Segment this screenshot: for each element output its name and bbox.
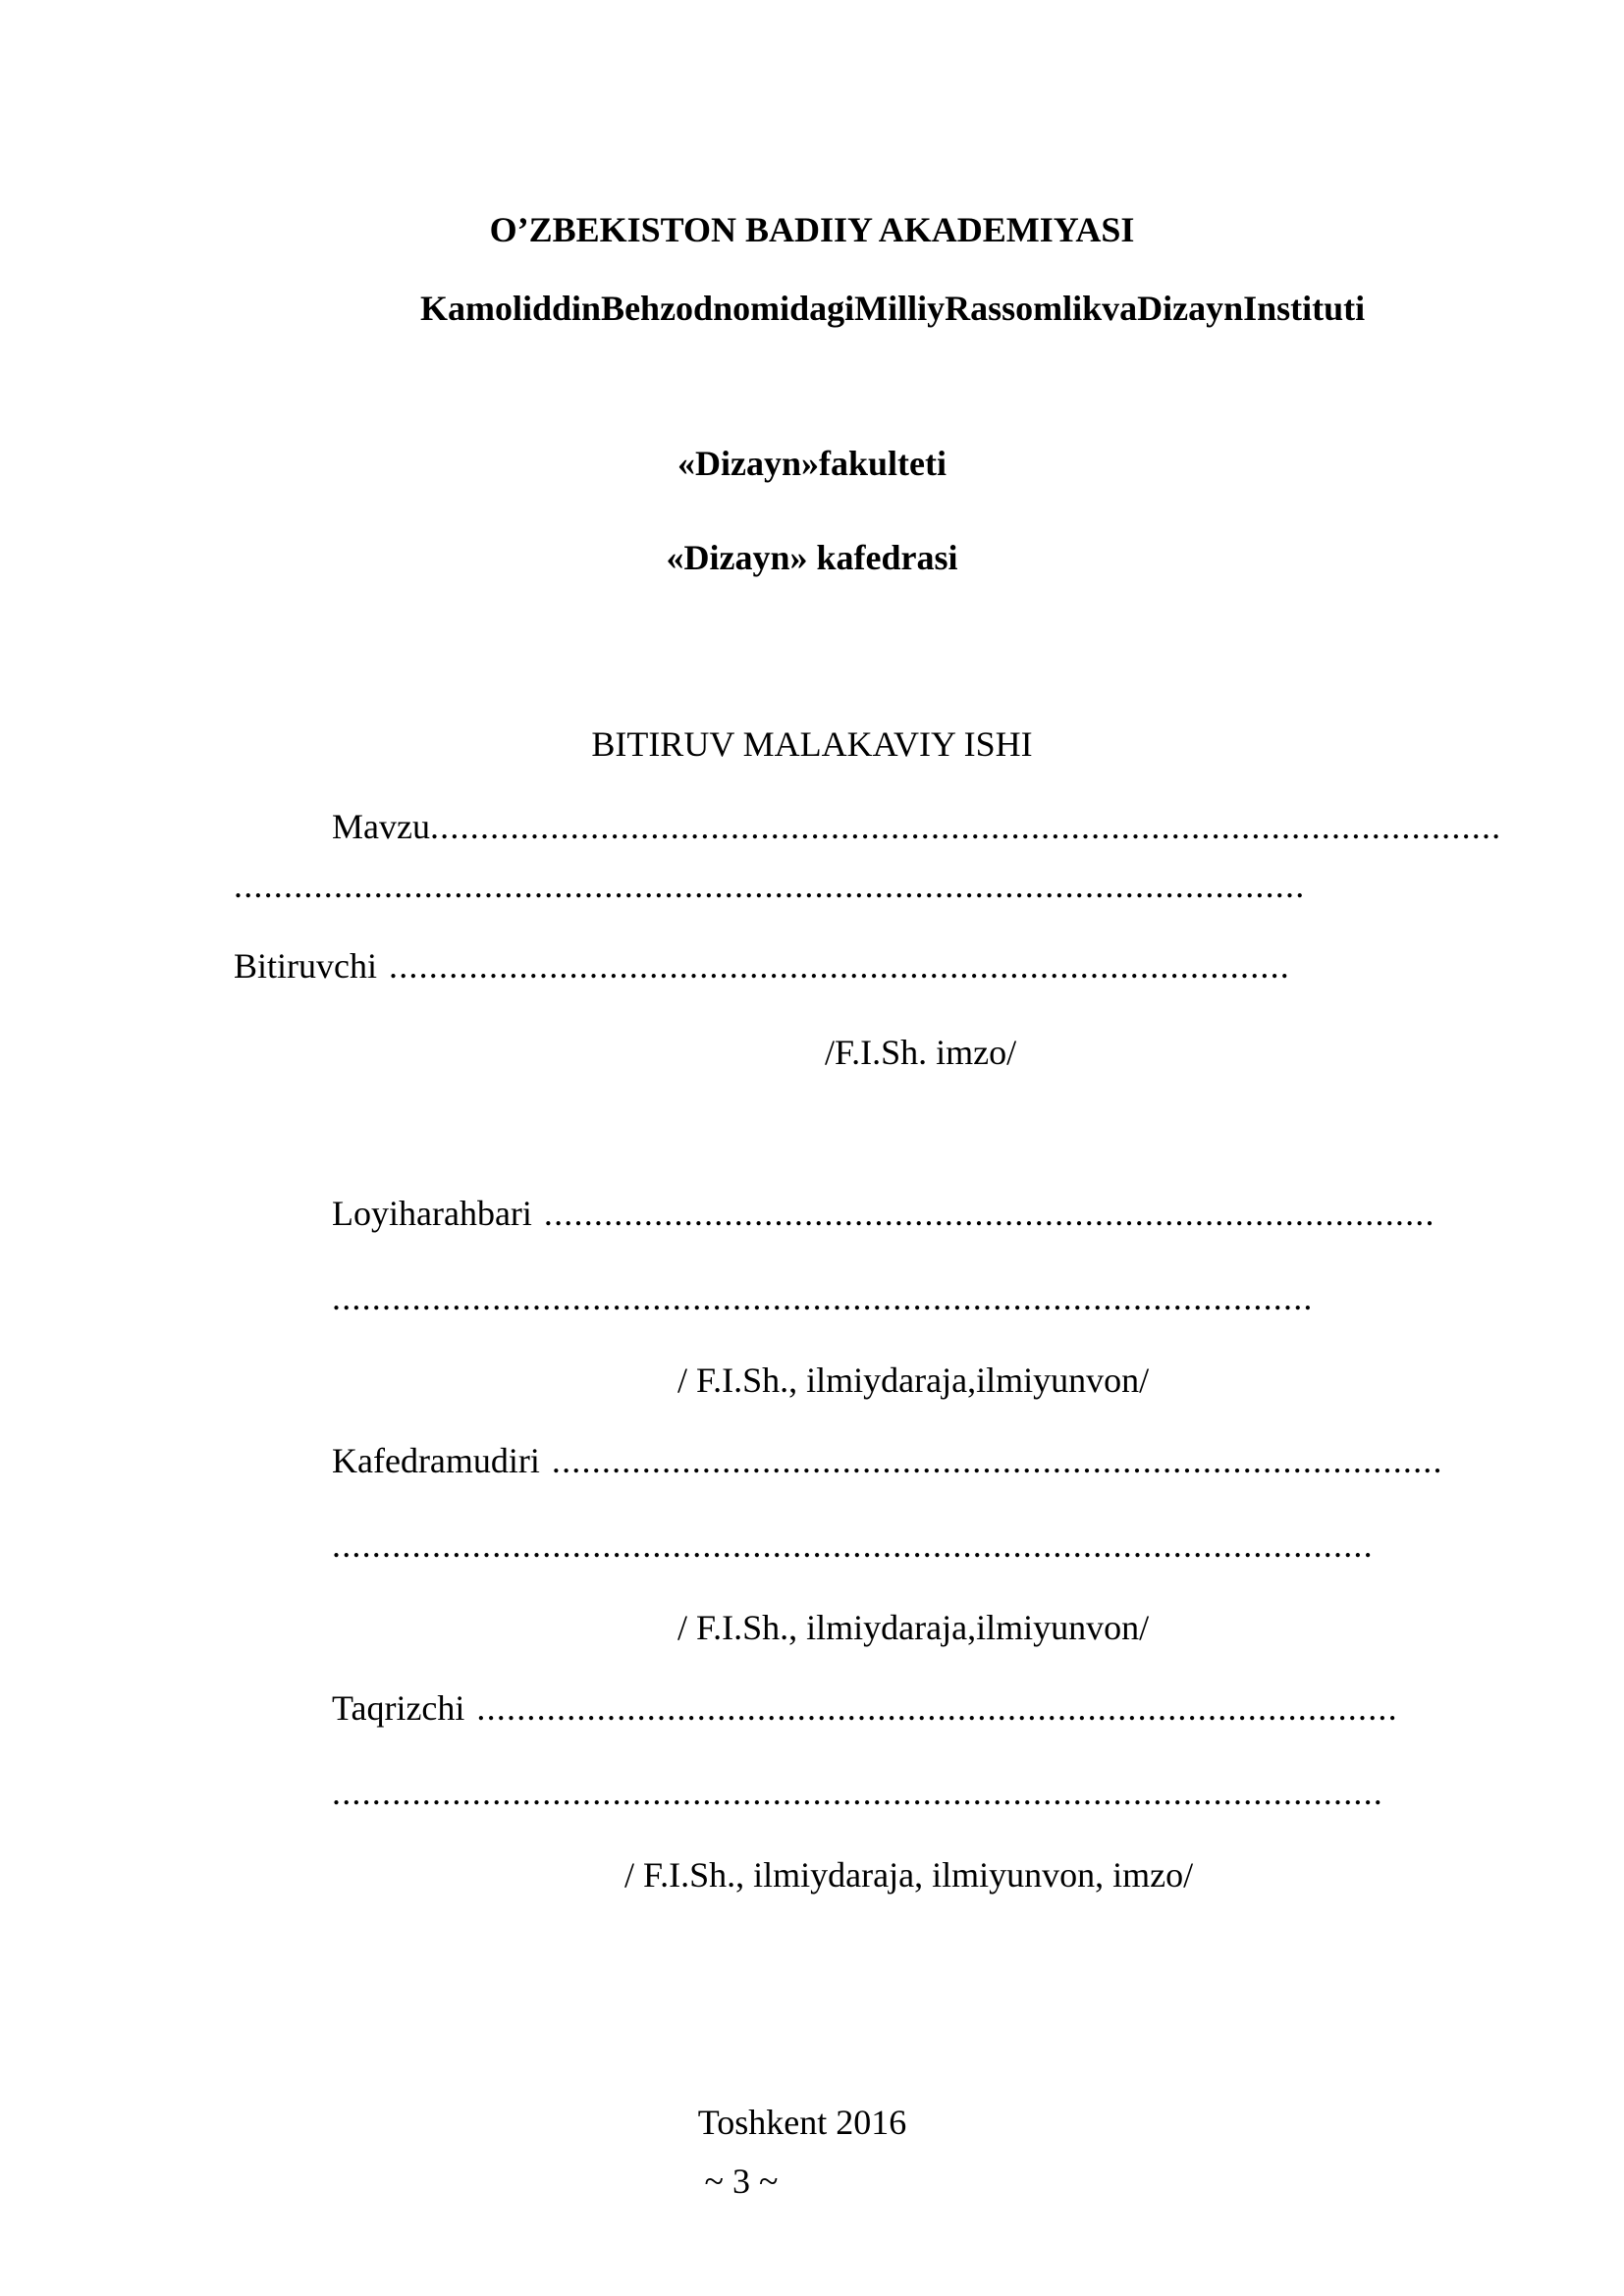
taqrizchi-field <box>332 1686 1398 1730</box>
loyiha-rahbari-label: Loyiharahbari <box>332 1194 532 1233</box>
kafedra-mudiri-caption: / F.I.Sh., ilmiydaraja,ilmiyunvon/ <box>677 1608 1150 1647</box>
loyiha-rahbari-caption: / F.I.Sh., ilmiydaraja,ilmiyunvon/ <box>677 1361 1150 1400</box>
bitiruvchi-caption: /F.I.Sh. imzo/ <box>825 1033 1017 1072</box>
kafedra-mudiri-field <box>332 1439 1443 1482</box>
kafedra-mudiri-line-2: ........................................................................................................ <box>332 1525 1374 1565</box>
taqrizchi-line-2: ......................................................................................................... <box>332 1773 1383 1812</box>
mavzu-label: Mavzu <box>332 807 430 846</box>
loyiha-rahbari-field <box>332 1192 1435 1235</box>
bitiruvchi-label: Bitiruvchi <box>234 946 377 986</box>
institute-name: KamoliddinBehzodnomidagiMilliyRassomlikvaDizaynInstituti <box>420 289 1366 328</box>
faculty-name: «Dizayn»fakulteti <box>677 444 947 483</box>
page-number: ~ 3 ~ <box>704 2162 779 2201</box>
department-name: «Dizayn» kafedrasi <box>666 538 958 577</box>
city-year: Toshkent 2016 <box>697 2103 907 2142</box>
academy-name: O’ZBEKISTON BADIIY AKADEMIYASI <box>489 210 1135 249</box>
loyiha-rahbari-line: ......................................................................................... <box>543 1194 1435 1233</box>
taqrizchi-label: Taqrizchi <box>332 1688 465 1728</box>
mavzu-line: ........................................................................................................... <box>429 807 1502 846</box>
taqrizchi-caption: / F.I.Sh., ilmiydaraja, ilmiyunvon, imzo/ <box>624 1855 1194 1895</box>
document-title: BITIRUV MALAKAVIY ISHI <box>591 724 1033 764</box>
mavzu-field <box>332 805 1501 848</box>
taqrizchi-line: ............................................................................................ <box>476 1688 1398 1728</box>
mavzu-line-2: ........................................................................................................... <box>234 866 1306 905</box>
bitiruvchi-field <box>234 944 1290 988</box>
loyiha-rahbari-line-2: .................................................................................................. <box>332 1278 1314 1317</box>
kafedra-mudiri-line: ......................................................................................... <box>551 1441 1443 1480</box>
kafedra-mudiri-label: Kafedramudiri <box>332 1441 540 1480</box>
bitiruvchi-line: .......................................................................................... <box>389 946 1290 986</box>
